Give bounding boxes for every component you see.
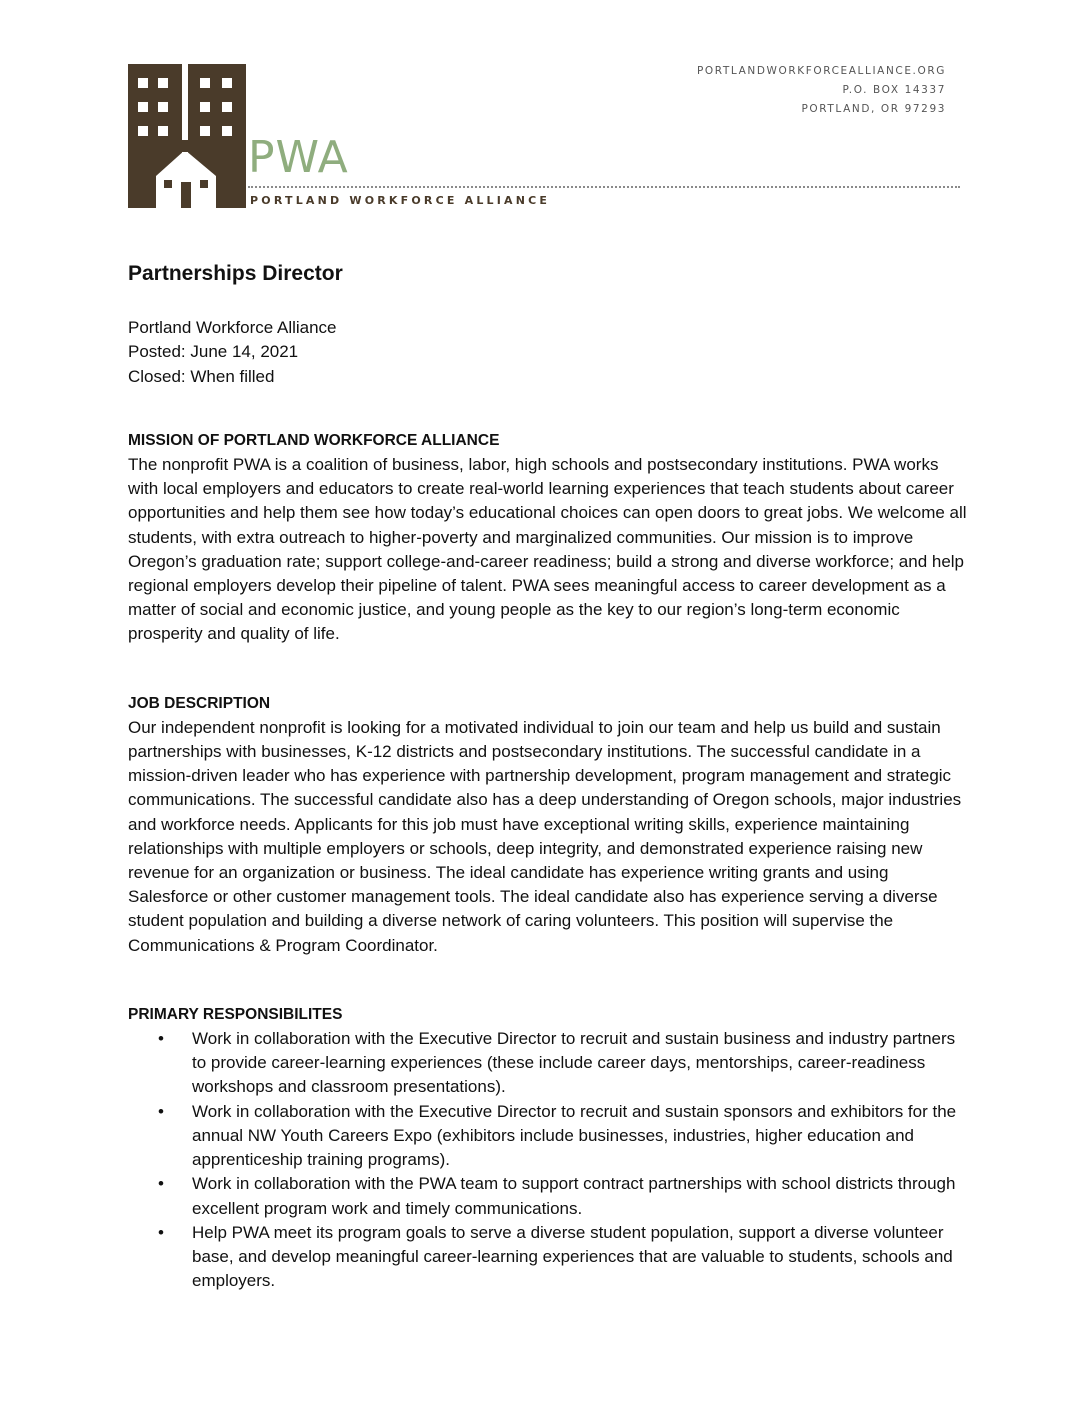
document-body [128,262,968,1293]
list-item: • Help PWA meet its program goals to serve a diverse student population, support a diverse volunteer base, and develop meaningful career-learning experiences that are valuable to students, schools and employers. [128,1221,968,1294]
meta-organization: Portland Workforce Alliance [128,318,337,338]
list-item: • Work in collaboration with the Executive Director to recruit and sustain sponsors and exhibitors for the annual NW Youth Careers Expo (exhibitors include businesses, industries, higher education and apprenticeship training programs). [128,1100,968,1173]
page-title: Partnerships Director [128,262,343,285]
address-po-box: P.O. BOX 14337 [842,84,946,96]
meta-closed: Closed: When filled [128,366,275,386]
job-description-heading: JOB DESCRIPTION [128,694,271,712]
meta-posted: Posted: June 14, 2021 [128,342,299,362]
job-description-body: Our independent nonprofit is looking for a motivated individual to join our team and help us build and sustain partnerships with businesses, K-12 districts and postsecondary institutions. The successful candidate in a mission-driven leader who has experience with partnership development, program management and strategic communications. The successful candidate also has a deep understanding of Oregon schools, major industries and workforce needs. Applicants for this job must have exceptional writing skills, experience maintaining relationships with multiple employers or schools, deep integrity, and demonstrated experience raising new revenue for an organization or business. The ideal candidate has experience writing grants and using Salesforce or other customer management tools. The ideal candidate also has experience serving a diverse student population and building a diverse network of caring volunteers. This position will supervise the Communications & Program Coordinator. [128,717,962,955]
list-item: • Work in collaboration with the Executive Director to recruit and sustain business and industry partners to provide career-learning experiences (these include career days, mentorships, career-readiness workshops and classroom presentations). [128,1027,968,1100]
address-website: PORTLANDWORKFORCEALLIANCE.ORG [696,65,946,77]
buildings-logo-icon [128,64,246,208]
logo-subtitle: PORTLAND WORKFORCE ALLIANCE [250,194,551,207]
mission-body: The nonprofit PWA is a coalition of business, labor, high schools and postsecondary institutions. PWA works with local employers and educators to create real-world learning experiences that teach students about career opportunities and help them see how today’s educational choices can open doors to great jobs. We welcome all students, with extra outreach to higher-poverty and marginalized communities. Our mission is to improve Oregon’s graduation rate; support college-and-career readiness; build a strong and diverse workforce; and help regional employers develop their pipeline of talent. PWA sees meaningful access to career development as a matter of social and economic justice, and young people as the key to our region’s long-term economic prosperity and quality of life. [128,455,967,644]
posting-meta [128,316,968,389]
dotted-divider [248,186,960,188]
address-block [697,62,946,119]
responsibilities-heading: PRIMARY RESPONSIBILITES [128,1005,343,1023]
list-item: • Work in collaboration with the PWA team to support contract partnerships with school districts through excellent program work and timely communications. [128,1172,968,1220]
logo-letters: PWA [248,132,349,183]
mission-section [128,429,968,647]
pwa-logo [128,64,551,214]
mission-heading: MISSION OF PORTLAND WORKFORCE ALLIANCE [128,431,500,449]
address-city: PORTLAND, OR 97293 [801,103,946,115]
responsibilities-list [128,1027,968,1293]
responsibilities-section [128,1003,968,1293]
job-description-section [128,692,968,958]
